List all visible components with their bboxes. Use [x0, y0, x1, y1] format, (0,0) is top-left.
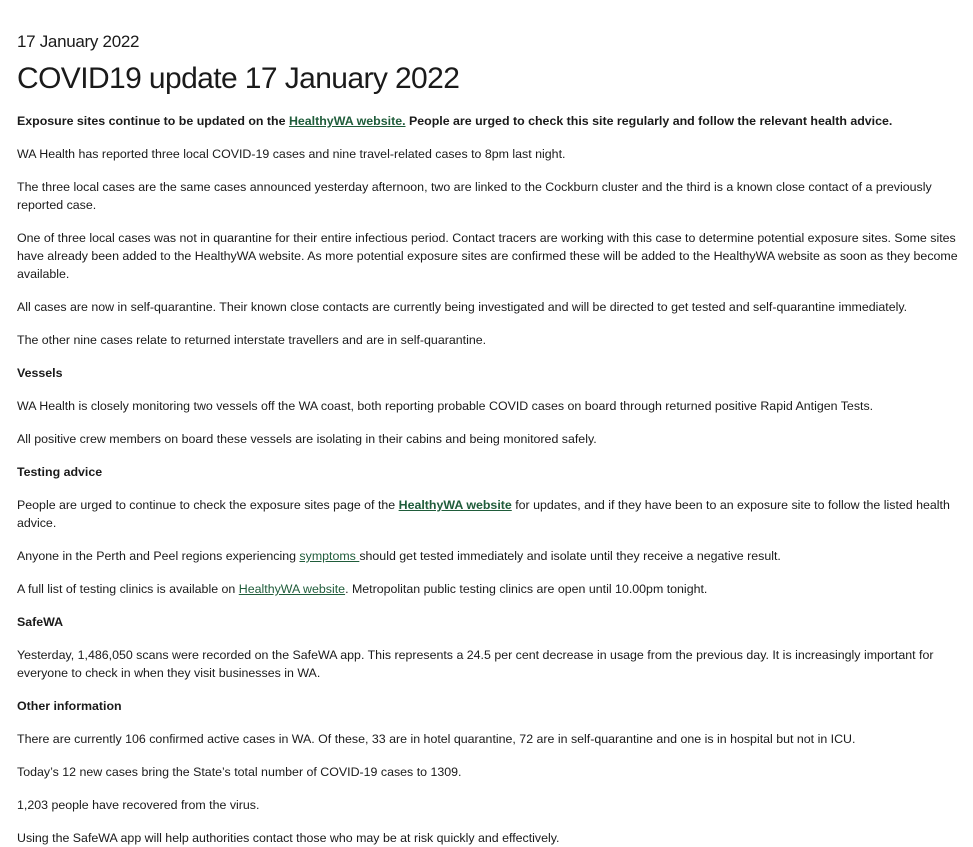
total-cases-paragraph: Today’s 12 new cases bring the State’s total number of COVID-19 cases to 1309. [17, 765, 462, 779]
vessels-paragraph-1: WA Health is closely monitoring two vessels off the WA coast, both reporting probable COVID cases on board through returned positive Rapid Antigen Tests. [17, 399, 874, 413]
safewa-paragraph: Yesterday, 1,486,050 scans were recorded on the SafeWA app. This represents a 24.5 per cent decrease in usage from the previous day. It is increasingly important for everyone to check in when they visit businesses in WA. [17, 648, 934, 680]
other-info-heading: Other information [17, 699, 122, 713]
quarantine-paragraph: One of three local cases was not in quarantine for their entire infectious period. Contact tracers are working with this case to determine potential exposure sites. Some sites have already been added to the HealthyWA website. As more potential exposure sites are confirmed these will be added to the HealthyWA website as soon as they become available. [17, 231, 958, 281]
release-date: 17 January 2022 [17, 32, 140, 51]
testing-p2-after: should get tested immediately and isolate until they receive a negative result. [359, 549, 781, 563]
exposure-notice-text-after: People are urged to check this site regularly and follow the relevant health advice. [405, 114, 893, 128]
healthywa-link-exposure-sites[interactable]: HealthyWA website [398, 498, 512, 512]
testing-paragraph-2 [17, 547, 963, 565]
travel-cases-paragraph: The other nine cases relate to returned interstate travellers and are in self-quarantine. [17, 333, 487, 347]
testing-heading: Testing advice [17, 465, 103, 479]
testing-p3-after: . Metropolitan public testing clinics are open until 10.00pm tonight. [345, 582, 708, 596]
healthywa-link-exposure[interactable]: HealthyWA website. [288, 114, 406, 128]
healthywa-link-clinics[interactable]: HealthyWA website [238, 582, 346, 596]
safewa-app-paragraph: Using the SafeWA app will help authorities contact those who may be at risk quickly and effectively. [17, 831, 560, 845]
recovered-paragraph: 1,203 people have recovered from the virus. [17, 798, 260, 812]
safewa-heading: SafeWA [17, 615, 64, 629]
testing-p1-before: People are urged to continue to check the exposure sites page of the [17, 498, 399, 512]
case-summary-paragraph: WA Health has reported three local COVID-19 cases and nine travel-related cases to 8pm last night. [17, 147, 566, 161]
testing-p1-after: for updates, and if they have been to an exposure site to follow the listed health advice. [17, 498, 950, 530]
self-quarantine-paragraph: All cases are now in self-quarantine. Their known close contacts are currently being investigated and will be directed to get tested and self-quarantine immediately. [17, 300, 908, 314]
vessels-heading: Vessels [17, 366, 63, 380]
page-title: COVID19 update 17 January 2022 [17, 62, 460, 95]
active-cases-paragraph: There are currently 106 confirmed active cases in WA. Of these, 33 are in hotel quarantine, 72 are in self-quarantine and one is in hospital but not in ICU. [17, 732, 856, 746]
vessels-paragraph-2: All positive crew members on board these vessels are isolating in their cabins and being monitored safely. [17, 432, 597, 446]
symptoms-link[interactable]: symptoms [299, 549, 360, 563]
testing-paragraph-1 [17, 496, 963, 532]
testing-p3-before: A full list of testing clinics is available on [17, 582, 239, 596]
testing-p2-before: Anyone in the Perth and Peel regions experiencing [17, 549, 300, 563]
testing-paragraph-3 [17, 580, 963, 598]
local-cases-paragraph: The three local cases are the same cases announced yesterday afternoon, two are linked to the Cockburn cluster and the third is a known close contact of a previously reported case. [17, 180, 932, 212]
exposure-notice [17, 112, 963, 130]
exposure-notice-text-before: Exposure sites continue to be updated on the [17, 114, 289, 128]
